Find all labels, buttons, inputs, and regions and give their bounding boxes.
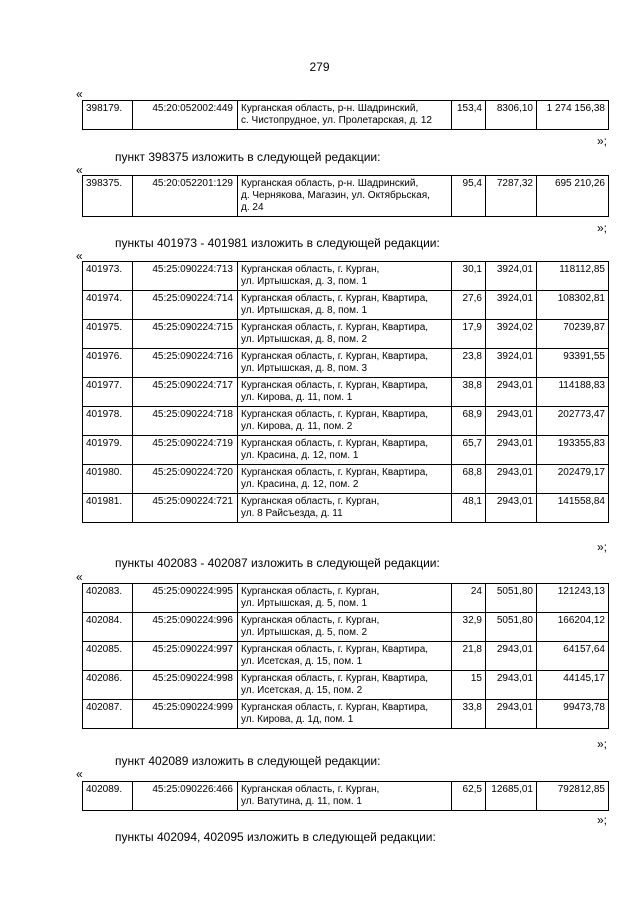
registry-table-4 [82, 583, 609, 729]
cadastral-number-cell: 45:25:090224:714 [133, 291, 238, 320]
address-line: с. Чистопрудное, ул. Пролетарская, д. 12 [241, 115, 432, 126]
price-cell: 12685,01 [486, 782, 537, 811]
address-line: ул. Красина, д. 12, пом. 1 [241, 450, 359, 461]
cadastral-number-cell: 45:25:090224:717 [133, 378, 238, 407]
item-number-cell: 401975. [83, 320, 133, 349]
address-line: Курганская область, г. Курган, Квартира, [241, 409, 429, 420]
price-cell: 8306,10 [486, 101, 537, 130]
registry-table-3 [82, 261, 609, 523]
address-cell [238, 671, 452, 700]
table-row [83, 613, 609, 642]
table-row [83, 436, 609, 465]
total-cell: 121243,13 [537, 584, 609, 613]
address-cell [238, 494, 452, 523]
area-cell: 15 [452, 671, 486, 700]
address-line: Курганская область, г. Курган, Квартира, [241, 293, 429, 304]
item-number-cell: 402085. [83, 642, 133, 671]
table-row [83, 291, 609, 320]
table-row [83, 320, 609, 349]
area-cell: 62,5 [452, 782, 486, 811]
registry-table-5 [82, 781, 609, 811]
address-line: ул. Исетская, д. 15, пом. 1 [241, 656, 363, 667]
table-row [83, 176, 609, 217]
cadastral-number-cell: 45:25:090224:715 [133, 320, 238, 349]
address-line: Курганская область, г. Курган, Квартира, [241, 644, 429, 655]
cadastral-number-cell: 45:25:090224:719 [133, 436, 238, 465]
instruction-5: пункты 402094, 402095 изложить в следующей редакции: [115, 830, 436, 844]
address-cell [238, 101, 452, 130]
address-line: Курганская область, г. Курган, Квартира, [241, 673, 429, 684]
address-line: Курганская область, г. Курган, [241, 586, 380, 597]
item-number-cell: 402087. [83, 700, 133, 729]
item-number-cell: 402083. [83, 584, 133, 613]
close-quote: »; [596, 540, 607, 554]
address-line: Курганская область, г. Курган, Квартира, [241, 438, 429, 449]
address-line: ул. Иртышская, д. 8, пом. 3 [241, 363, 368, 374]
open-quote: « [76, 163, 83, 177]
price-cell: 3924,02 [486, 320, 537, 349]
price-cell: 2943,01 [486, 494, 537, 523]
instruction-1: пункт 398375 изложить в следующей редакции: [115, 150, 381, 164]
address-line: ул. Кирова, д. 11, пом. 1 [241, 392, 353, 403]
open-quote: « [76, 87, 83, 101]
item-number-cell: 401973. [83, 262, 133, 291]
registry-table-1 [82, 100, 609, 130]
area-cell: 17,9 [452, 320, 486, 349]
address-line: ул. Иртышская, д. 8, пом. 2 [241, 334, 368, 345]
price-cell: 3924,01 [486, 291, 537, 320]
item-number-cell: 402086. [83, 671, 133, 700]
address-line: Курганская область, г. Курган, [241, 496, 380, 507]
table-row [83, 407, 609, 436]
page-number: 279 [309, 60, 330, 74]
address-cell [238, 320, 452, 349]
total-cell: 118112,85 [537, 262, 609, 291]
address-line: Курганская область, г. Курган, Квартира, [241, 322, 429, 333]
table-row [83, 584, 609, 613]
table-row [83, 349, 609, 378]
item-number-cell: 401976. [83, 349, 133, 378]
table-row [83, 262, 609, 291]
area-cell: 32,9 [452, 613, 486, 642]
address-line: Курганская область, г. Курган, Квартира, [241, 380, 429, 391]
address-line: Курганская область, г. Курган, Квартира, [241, 467, 429, 478]
price-cell: 2943,01 [486, 671, 537, 700]
cadastral-number-cell: 45:25:090224:998 [133, 671, 238, 700]
price-cell: 3924,01 [486, 349, 537, 378]
address-line: д. Чернякова, Магазин, ул. Октябрьская, [241, 190, 430, 201]
address-line: ул. Иртышская, д. 5, пом. 2 [241, 627, 368, 638]
close-quote: »; [596, 737, 607, 751]
address-line: ул. Кирова, д. 1д, пом. 1 [241, 714, 354, 725]
price-cell: 2943,01 [486, 407, 537, 436]
price-cell: 2943,01 [486, 465, 537, 494]
address-line: ул. Ватутина, д. 11, пом. 1 [241, 796, 362, 807]
address-line: Курганская область, г. Курган, Квартира, [241, 351, 429, 362]
area-cell: 24 [452, 584, 486, 613]
address-cell [238, 349, 452, 378]
area-cell: 68,8 [452, 465, 486, 494]
address-cell [238, 584, 452, 613]
table-row [83, 378, 609, 407]
address-line: ул. Иртышская, д. 8, пом. 1 [241, 305, 368, 316]
cadastral-number-cell: 45:20:052201:129 [133, 176, 238, 217]
address-cell [238, 176, 452, 217]
address-line: Курганская область, г. Курган, Квартира, [241, 702, 429, 713]
address-line: Курганская область, г. Курган, [241, 615, 380, 626]
table-row [83, 700, 609, 729]
item-number-cell: 398375. [83, 176, 133, 217]
total-cell: 695 210,26 [537, 176, 609, 217]
table-row [83, 642, 609, 671]
instruction-4: пункт 402089 изложить в следующей редакции: [115, 754, 381, 768]
address-line: ул. 8 Райсъезда, д. 11 [241, 508, 343, 519]
total-cell: 44145,17 [537, 671, 609, 700]
price-cell: 5051,80 [486, 613, 537, 642]
item-number-cell: 401974. [83, 291, 133, 320]
item-number-cell: 398179. [83, 101, 133, 130]
item-number-cell: 401978. [83, 407, 133, 436]
close-quote: »; [596, 813, 607, 827]
cadastral-number-cell: 45:25:090226:466 [133, 782, 238, 811]
close-quote: »; [596, 134, 607, 148]
item-number-cell: 401980. [83, 465, 133, 494]
close-quote: »; [596, 221, 607, 235]
cadastral-number-cell: 45:25:090224:996 [133, 613, 238, 642]
total-cell: 99473,78 [537, 700, 609, 729]
address-line: ул. Исетская, д. 15, пом. 2 [241, 685, 363, 696]
address-line: ул. Кирова, д. 11, пом. 2 [241, 421, 353, 432]
total-cell: 792812,85 [537, 782, 609, 811]
address-line: Курганская область, р-н. Шадринский, [241, 103, 419, 114]
area-cell: 23,8 [452, 349, 486, 378]
area-cell: 38,8 [452, 378, 486, 407]
area-cell: 65,7 [452, 436, 486, 465]
address-line: д. 24 [241, 202, 264, 213]
instruction-3: пункты 402083 - 402087 изложить в следующей редакции: [115, 556, 440, 570]
address-cell [238, 782, 452, 811]
price-cell: 2943,01 [486, 436, 537, 465]
item-number-cell: 401979. [83, 436, 133, 465]
address-cell [238, 642, 452, 671]
area-cell: 48,1 [452, 494, 486, 523]
cadastral-number-cell: 45:25:090224:995 [133, 584, 238, 613]
total-cell: 108302,81 [537, 291, 609, 320]
price-cell: 7287,32 [486, 176, 537, 217]
total-cell: 70239,87 [537, 320, 609, 349]
area-cell: 21,8 [452, 642, 486, 671]
price-cell: 2943,01 [486, 642, 537, 671]
address-cell [238, 262, 452, 291]
price-cell: 2943,01 [486, 700, 537, 729]
total-cell: 141558,84 [537, 494, 609, 523]
price-cell: 3924,01 [486, 262, 537, 291]
cadastral-number-cell: 45:25:090224:716 [133, 349, 238, 378]
item-number-cell: 401981. [83, 494, 133, 523]
cadastral-number-cell: 45:25:090224:999 [133, 700, 238, 729]
total-cell: 64157,64 [537, 642, 609, 671]
cadastral-number-cell: 45:20:052002:449 [133, 101, 238, 130]
address-cell [238, 291, 452, 320]
area-cell: 153,4 [452, 101, 486, 130]
area-cell: 95,4 [452, 176, 486, 217]
item-number-cell: 401977. [83, 378, 133, 407]
cadastral-number-cell: 45:25:090224:720 [133, 465, 238, 494]
table-row [83, 101, 609, 130]
address-line: Курганская область, г. Курган, [241, 264, 380, 275]
address-line: ул. Иртышская, д. 5, пом. 1 [241, 598, 368, 609]
table-row [83, 494, 609, 523]
address-line: Курганская область, г. Курган, [241, 784, 380, 795]
registry-table-2 [82, 175, 609, 217]
open-quote: « [76, 570, 83, 584]
address-cell [238, 465, 452, 494]
area-cell: 27,6 [452, 291, 486, 320]
item-number-cell: 402084. [83, 613, 133, 642]
table-row [83, 465, 609, 494]
cadastral-number-cell: 45:25:090224:713 [133, 262, 238, 291]
address-line: ул. Иртышская, д. 3, пом. 1 [241, 276, 368, 287]
area-cell: 68,9 [452, 407, 486, 436]
total-cell: 193355,83 [537, 436, 609, 465]
total-cell: 202773,47 [537, 407, 609, 436]
address-cell [238, 407, 452, 436]
address-cell [238, 436, 452, 465]
area-cell: 30,1 [452, 262, 486, 291]
total-cell: 93391,55 [537, 349, 609, 378]
open-quote: « [76, 767, 83, 781]
address-cell [238, 378, 452, 407]
total-cell: 202479,17 [537, 465, 609, 494]
address-cell [238, 613, 452, 642]
table-row [83, 782, 609, 811]
table-row [83, 671, 609, 700]
price-cell: 5051,80 [486, 584, 537, 613]
price-cell: 2943,01 [486, 378, 537, 407]
total-cell: 1 274 156,38 [537, 101, 609, 130]
cadastral-number-cell: 45:25:090224:997 [133, 642, 238, 671]
cadastral-number-cell: 45:25:090224:718 [133, 407, 238, 436]
item-number-cell: 402089. [83, 782, 133, 811]
open-quote: « [76, 249, 83, 263]
address-line: Курганская область, р-н. Шадринский, [241, 178, 419, 189]
total-cell: 166204,12 [537, 613, 609, 642]
address-line: ул. Красина, д. 12, пом. 2 [241, 479, 359, 490]
total-cell: 114188,83 [537, 378, 609, 407]
area-cell: 33,8 [452, 700, 486, 729]
cadastral-number-cell: 45:25:090224:721 [133, 494, 238, 523]
address-cell [238, 700, 452, 729]
instruction-2: пункты 401973 - 401981 изложить в следующей редакции: [115, 236, 440, 250]
